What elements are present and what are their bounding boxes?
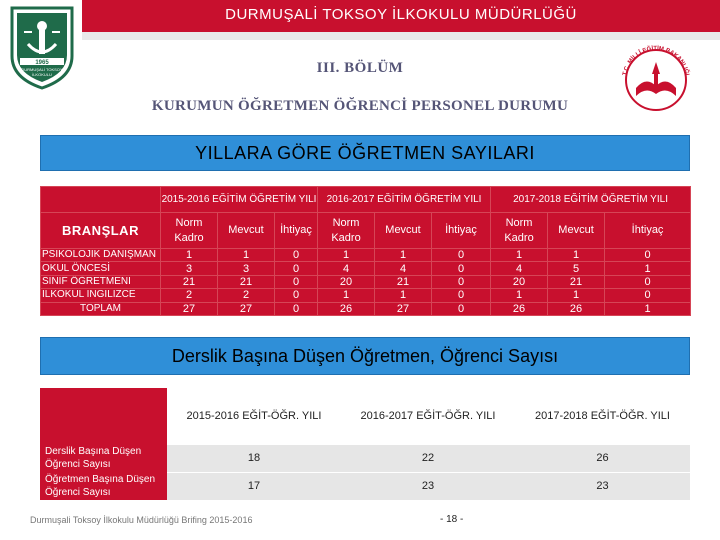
table-cell: 21	[375, 275, 432, 288]
norm-header-line2: Kadro	[331, 231, 361, 244]
norm-kadro-header	[318, 213, 375, 249]
table-row	[40, 444, 690, 472]
table-cell: 0	[432, 302, 491, 315]
table-cell: 3	[218, 262, 275, 275]
table-cell: 1	[605, 262, 691, 275]
table-cell: 0	[432, 249, 491, 262]
ratio-year-header-3: 2017-2018 EĞİT-ÖĞR. YILI	[515, 388, 690, 444]
table-row	[41, 289, 691, 302]
table-row	[41, 249, 691, 262]
table-cell: 4	[318, 262, 375, 275]
ihtiyac-header: İhtiyaç	[605, 213, 691, 249]
table-cell: 0	[275, 302, 318, 315]
school-logo-icon	[6, 4, 78, 90]
table-cell: 0	[432, 275, 491, 288]
logo-name-line2: İLKOKULU	[32, 72, 52, 77]
table-cell: 1	[491, 249, 548, 262]
table-cell: 26	[318, 302, 375, 315]
row-label-line2: Öğrenci Sayısı	[45, 487, 111, 498]
ratio-year-header-1: 2015-2016 EĞİT-ÖĞR. YILI	[167, 388, 341, 444]
table-cell: 27	[375, 302, 432, 315]
table-cell: 1	[318, 249, 375, 262]
ratio-header-blank-cell	[40, 388, 167, 444]
table-cell: 3	[161, 262, 218, 275]
teacher-table-title-bar	[40, 135, 690, 171]
page-number: - 18 -	[440, 514, 464, 525]
table-cell: 27	[218, 302, 275, 315]
table-cell: 21	[161, 275, 218, 288]
row-label	[40, 472, 167, 500]
table-cell: 1	[375, 249, 432, 262]
table-cell: 1	[318, 289, 375, 302]
table-cell: 17	[167, 472, 341, 500]
row-label: SINIF ÖĞRETMENİ	[41, 275, 161, 288]
table-cell: 26	[548, 302, 605, 315]
table-cell: 1	[548, 249, 605, 262]
table-cell: 26	[515, 444, 690, 472]
table-cell: 21	[218, 275, 275, 288]
page-heading: KURUMUN ÖĞRETMEN ÖĞRENCİ PERSONEL DURUMU	[151, 98, 569, 114]
row-label: İLKOKUL İNGİLİZCE	[41, 289, 161, 302]
table-row	[40, 472, 690, 500]
year-header-3: 2017-2018 EĞİTİM ÖĞRETİM YILI	[491, 187, 691, 213]
table-cell: 0	[605, 275, 691, 288]
norm-header-line1: Norm	[175, 216, 203, 229]
table-cell: 1	[548, 289, 605, 302]
table-cell: 23	[341, 472, 515, 500]
row-label-line1: Öğretmen Başına Düşen	[45, 474, 156, 485]
mevcut-header: Mevcut	[218, 213, 275, 249]
table-cell: 0	[275, 262, 318, 275]
norm-header-line2: Kadro	[504, 231, 534, 244]
table-row-total	[41, 302, 691, 315]
section-title: III. BÖLÜM	[316, 60, 404, 76]
teacher-table-title: YILLARA GÖRE ÖĞRETMEN SAYILARI	[195, 142, 535, 163]
top-left-blank-cell	[41, 187, 161, 213]
row-label: TOPLAM	[41, 302, 161, 315]
table-cell: 0	[605, 289, 691, 302]
table-cell: 2	[218, 289, 275, 302]
table-cell: 18	[167, 444, 341, 472]
row-label	[40, 444, 167, 472]
ratio-table	[40, 388, 690, 500]
mevcut-header: Mevcut	[548, 213, 605, 249]
table-cell: 20	[318, 275, 375, 288]
table-cell: 1	[605, 302, 691, 315]
ratio-table-title: Derslik Başına Düşen Öğretmen, Öğrenci Sayısı	[171, 345, 559, 366]
table-cell: 23	[515, 472, 690, 500]
table-cell: 1	[161, 249, 218, 262]
year-header-2: 2016-2017 EĞİTİM ÖĞRETİM YILI	[318, 187, 491, 213]
row-label-line2: Öğrenci Sayısı	[45, 459, 111, 470]
norm-kadro-header	[161, 213, 218, 249]
norm-header-line1: Norm	[332, 216, 360, 229]
table-cell: 0	[605, 249, 691, 262]
table-cell: 2	[161, 289, 218, 302]
table-cell: 1	[491, 289, 548, 302]
table-row	[41, 275, 691, 288]
norm-kadro-header	[491, 213, 548, 249]
table-cell: 0	[275, 249, 318, 262]
logo-name-line1: DURMUŞALİ TOKSOY	[21, 67, 63, 72]
ministry-logo-text: T.C. MİLLÎ EĞİTİM BAKANLIĞI	[622, 45, 690, 77]
table-cell: 1	[375, 289, 432, 302]
row-label-line1: Derslik Başına Düşen	[45, 446, 142, 457]
ihtiyac-header: İhtiyaç	[275, 213, 318, 249]
mevcut-header: Mevcut	[375, 213, 432, 249]
table-cell: 1	[218, 249, 275, 262]
table-cell: 0	[275, 275, 318, 288]
row-label: OKUL ÖNCESİ	[41, 262, 161, 275]
table-cell: 4	[491, 262, 548, 275]
year-header-1: 2015-2016 EĞİTİM ÖĞRETİM YILI	[161, 187, 318, 213]
table-cell: 0	[275, 289, 318, 302]
table-cell: 4	[375, 262, 432, 275]
table-cell: 0	[432, 262, 491, 275]
table-row	[41, 262, 691, 275]
school-title: DURMUŞALİ TOKSOY İLKOKULU MÜDÜRLÜĞÜ	[225, 6, 577, 23]
header-banner	[82, 0, 720, 32]
row-label: PSİKOLOJİK DANIŞMAN	[41, 249, 161, 262]
norm-header-line1: Norm	[505, 216, 533, 229]
norm-header-line2: Kadro	[174, 231, 204, 244]
teacher-counts-table	[40, 186, 691, 316]
table-cell: 22	[341, 444, 515, 472]
table-cell: 27	[161, 302, 218, 315]
table-cell: 20	[491, 275, 548, 288]
logo-year: 1965	[35, 60, 49, 66]
table-cell: 21	[548, 275, 605, 288]
ratio-table-title-bar	[40, 337, 690, 375]
ratio-year-header-2: 2016-2017 EĞİT-ÖĞR. YILI	[341, 388, 515, 444]
table-cell: 26	[491, 302, 548, 315]
branch-header: BRANŞLAR	[41, 213, 161, 249]
ihtiyac-header: İhtiyaç	[432, 213, 491, 249]
footer-caption: Durmuşali Toksoy İlkokulu Müdürlüğü Brifing 2015-2016	[30, 515, 253, 525]
table-cell: 0	[432, 289, 491, 302]
table-cell: 5	[548, 262, 605, 275]
